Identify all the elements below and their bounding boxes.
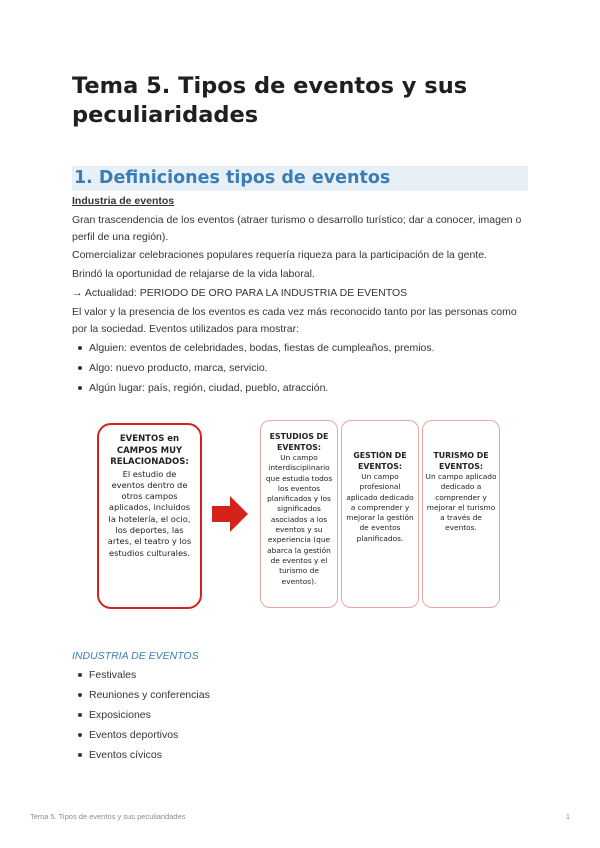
diagram-main-body: El estudio de eventos dentro de otros campos aplicados, incluidos la hotelería, el ocio, los deportes, las artes, el teatro y los estudios culturales. bbox=[107, 468, 192, 558]
industria-list-heading: INDUSTRIA DE EVENTOS bbox=[72, 650, 199, 662]
industria-list bbox=[72, 665, 528, 765]
list-item: Eventos deportivos bbox=[72, 725, 528, 745]
diagram-turismo-title: TURISMO DE EVENTOS: bbox=[433, 451, 489, 471]
footer-title: Tema 5. Tipos de eventos y sus peculiaridades bbox=[30, 812, 186, 821]
list-item: Festivales bbox=[72, 665, 528, 685]
subheading-industria: Industria de eventos bbox=[72, 195, 175, 207]
paragraph-5: El valor y la presencia de los eventos es cada vez más reconocido tanto por las personas como por la sociedad. Eventos utilizados para mostrar: bbox=[72, 306, 517, 335]
section-heading: 1. Definiciones tipos de eventos bbox=[74, 168, 391, 188]
paragraph-4: → Actualidad: PERIODO DE ORO PARA LA INDUSTRIA DE EVENTOS bbox=[72, 287, 408, 299]
section-heading-block bbox=[72, 166, 528, 191]
paragraph-3: Brindó la oportunidad de relajarse de la vida laboral. bbox=[72, 268, 315, 280]
list-item: Algún lugar: país, región, ciudad, pueblo, atracción. bbox=[72, 378, 528, 398]
diagram-main-title: EVENTOS en CAMPOS MUY RELACIONADOS: bbox=[110, 434, 189, 467]
paragraph-1: Gran trascendencia de los eventos (atraer turismo o desarrollo turístico; dar a conocer, imagen o perfil de una región). bbox=[72, 214, 522, 243]
diagram-gestion-body: Un campo profesional aplicado dedicado a comprender y mejorar la gestión de eventos planificados. bbox=[346, 472, 414, 543]
bullet-list-mostrar bbox=[72, 338, 528, 398]
list-item: Eventos cívicos bbox=[72, 745, 528, 765]
list-item: Exposiciones bbox=[72, 705, 528, 725]
page-number: 1 bbox=[565, 812, 570, 821]
diagram-gestion-title: GESTIÓN DE EVENTOS: bbox=[353, 451, 407, 471]
list-item: Reuniones y conferencias bbox=[72, 685, 528, 705]
list-item: Alguien: eventos de celebridades, bodas, fiestas de cumpleaños, premios. bbox=[72, 338, 528, 358]
right-arrow-icon bbox=[212, 496, 248, 532]
diagram-turismo-body: Un campo aplicado dedicado a comprender y mejorar el turismo a través de eventos. bbox=[425, 472, 497, 533]
diagram-box-estudios bbox=[260, 420, 338, 608]
diagram-estudios-title: ESTUDIOS DE EVENTOS: bbox=[269, 432, 329, 452]
page-title: Tema 5. Tipos de eventos y sus peculiaridades bbox=[72, 73, 468, 128]
diagram-box-turismo bbox=[422, 420, 500, 608]
diagram-estudios-body: Un campo interdisciplinario que estudia todos los eventos planificados y los significados asociados a los eventos y su experiencia (que abarca la gestión de eventos y el turismo de eventos). bbox=[265, 453, 333, 586]
diagram-main-box bbox=[97, 423, 202, 609]
paragraph-2: Comercializar celebraciones populares requería riqueza para la participación de la gente. bbox=[72, 249, 487, 261]
page-footer bbox=[30, 811, 570, 823]
list-item: Algo: nuevo producto, marca, servicio. bbox=[72, 358, 528, 378]
diagram-box-gestion bbox=[341, 420, 419, 608]
